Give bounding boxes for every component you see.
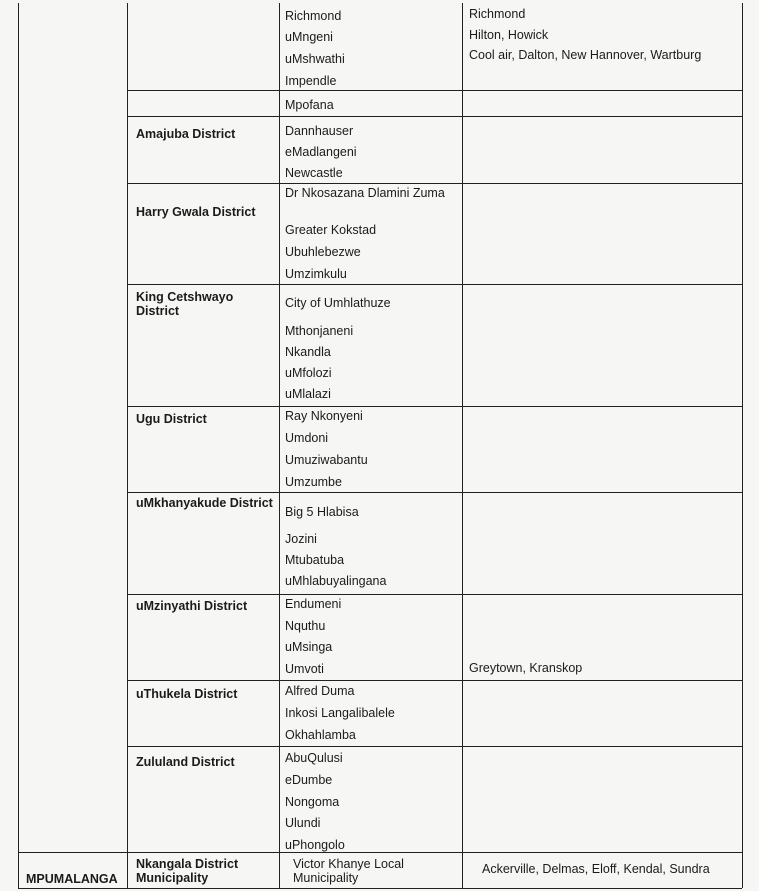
municipality-name: Mpofana [285,98,334,112]
district-name: Ugu District [136,412,207,426]
municipality-name: Greater Kokstad [285,223,377,237]
municipality-name: Umvoti [285,662,324,676]
district-name: Harry Gwala District [136,205,256,219]
table-vertical-rule [127,3,128,888]
municipality-name: AbuQulusi [285,751,343,765]
district-name: uMzinyathi District [136,599,248,613]
table-row-rule [127,116,742,117]
municipality-name: Impendle [285,74,337,88]
town-list: Greytown, Kranskop [469,661,583,675]
table-row-rule [127,746,742,747]
municipality-name: Umuziwabantu [285,453,368,467]
municipality-name: uMshwathi [285,52,345,66]
municipality-name: Umdoni [285,431,329,445]
municipality-name: Newcastle [285,166,343,180]
municipality-name: eMadlangeni [285,145,357,159]
district-name: Nkangala District Municipality [136,857,239,885]
municipality-name: Inkosi Langalibalele [285,706,395,720]
municipality-name: Umzimkulu [285,267,347,281]
municipality-name: uMlalazi [285,387,331,401]
municipality-name: Ubuhlebezwe [285,245,361,259]
municipality-name: Jozini [285,532,317,546]
table-row-rule [127,284,742,285]
district-name: Amajuba District [136,127,236,141]
municipality-name: Big 5 Hlabisa [285,505,359,519]
town-list: Richmond [469,7,526,21]
municipality-name: Endumeni [285,597,342,611]
table-row-rule [127,183,742,184]
district-name: uThukela District [136,687,238,701]
table-vertical-rule [279,3,280,888]
municipality-name: Mthonjaneni [285,324,354,338]
table-row-rule [127,594,742,595]
table-row-rule [127,406,742,407]
table-bottom-rule [18,888,742,889]
table-row-rule [127,492,742,493]
province-name: MPUMALANGA [26,872,118,886]
town-list: Ackerville, Delmas, Eloff, Kendal, Sundra [482,862,710,876]
municipality-name: eDumbe [285,773,333,787]
municipality-name: Ulundi [285,816,321,830]
municipality-name: Alfred Duma [285,684,355,698]
municipality-name: uMngeni [285,30,333,44]
municipality-name: Nquthu [285,619,326,633]
municipality-name: Mtubatuba [285,553,345,567]
municipality-name: Ray Nkonyeni [285,409,363,423]
table-vertical-rule [742,3,743,888]
municipality-name: Victor Khanye Local Municipality [293,857,404,885]
town-list: Cool air, Dalton, New Hannover, Wartburg [469,48,702,62]
municipality-name: Nkandla [285,345,331,359]
municipality-name: Okhahlamba [285,728,356,742]
municipality-name: Dr Nkosazana Dlamini Zuma [285,186,445,200]
municipality-name: Umzumbe [285,475,342,489]
table-row-rule [127,680,742,681]
table-vertical-rule [462,3,463,888]
municipality-name: uMhlabuyalingana [285,574,387,588]
municipality-name: City of Umhlathuze [285,296,391,310]
municipality-name: Nongoma [285,795,340,809]
municipality-name: uPhongolo [285,838,345,852]
district-name: King Cetshwayo District [136,290,234,318]
municipality-name: uMfolozi [285,366,332,380]
table-vertical-rule [18,3,19,888]
district-name: uMkhanyakude District [136,496,273,510]
municipality-name: Richmond [285,9,342,23]
table-row-rule [127,90,742,91]
town-list: Hilton, Howick [469,28,549,42]
municipality-name: uMsinga [285,640,333,654]
table-row-rule [18,852,742,853]
municipality-name: Dannhauser [285,124,354,138]
district-name: Zululand District [136,755,235,769]
